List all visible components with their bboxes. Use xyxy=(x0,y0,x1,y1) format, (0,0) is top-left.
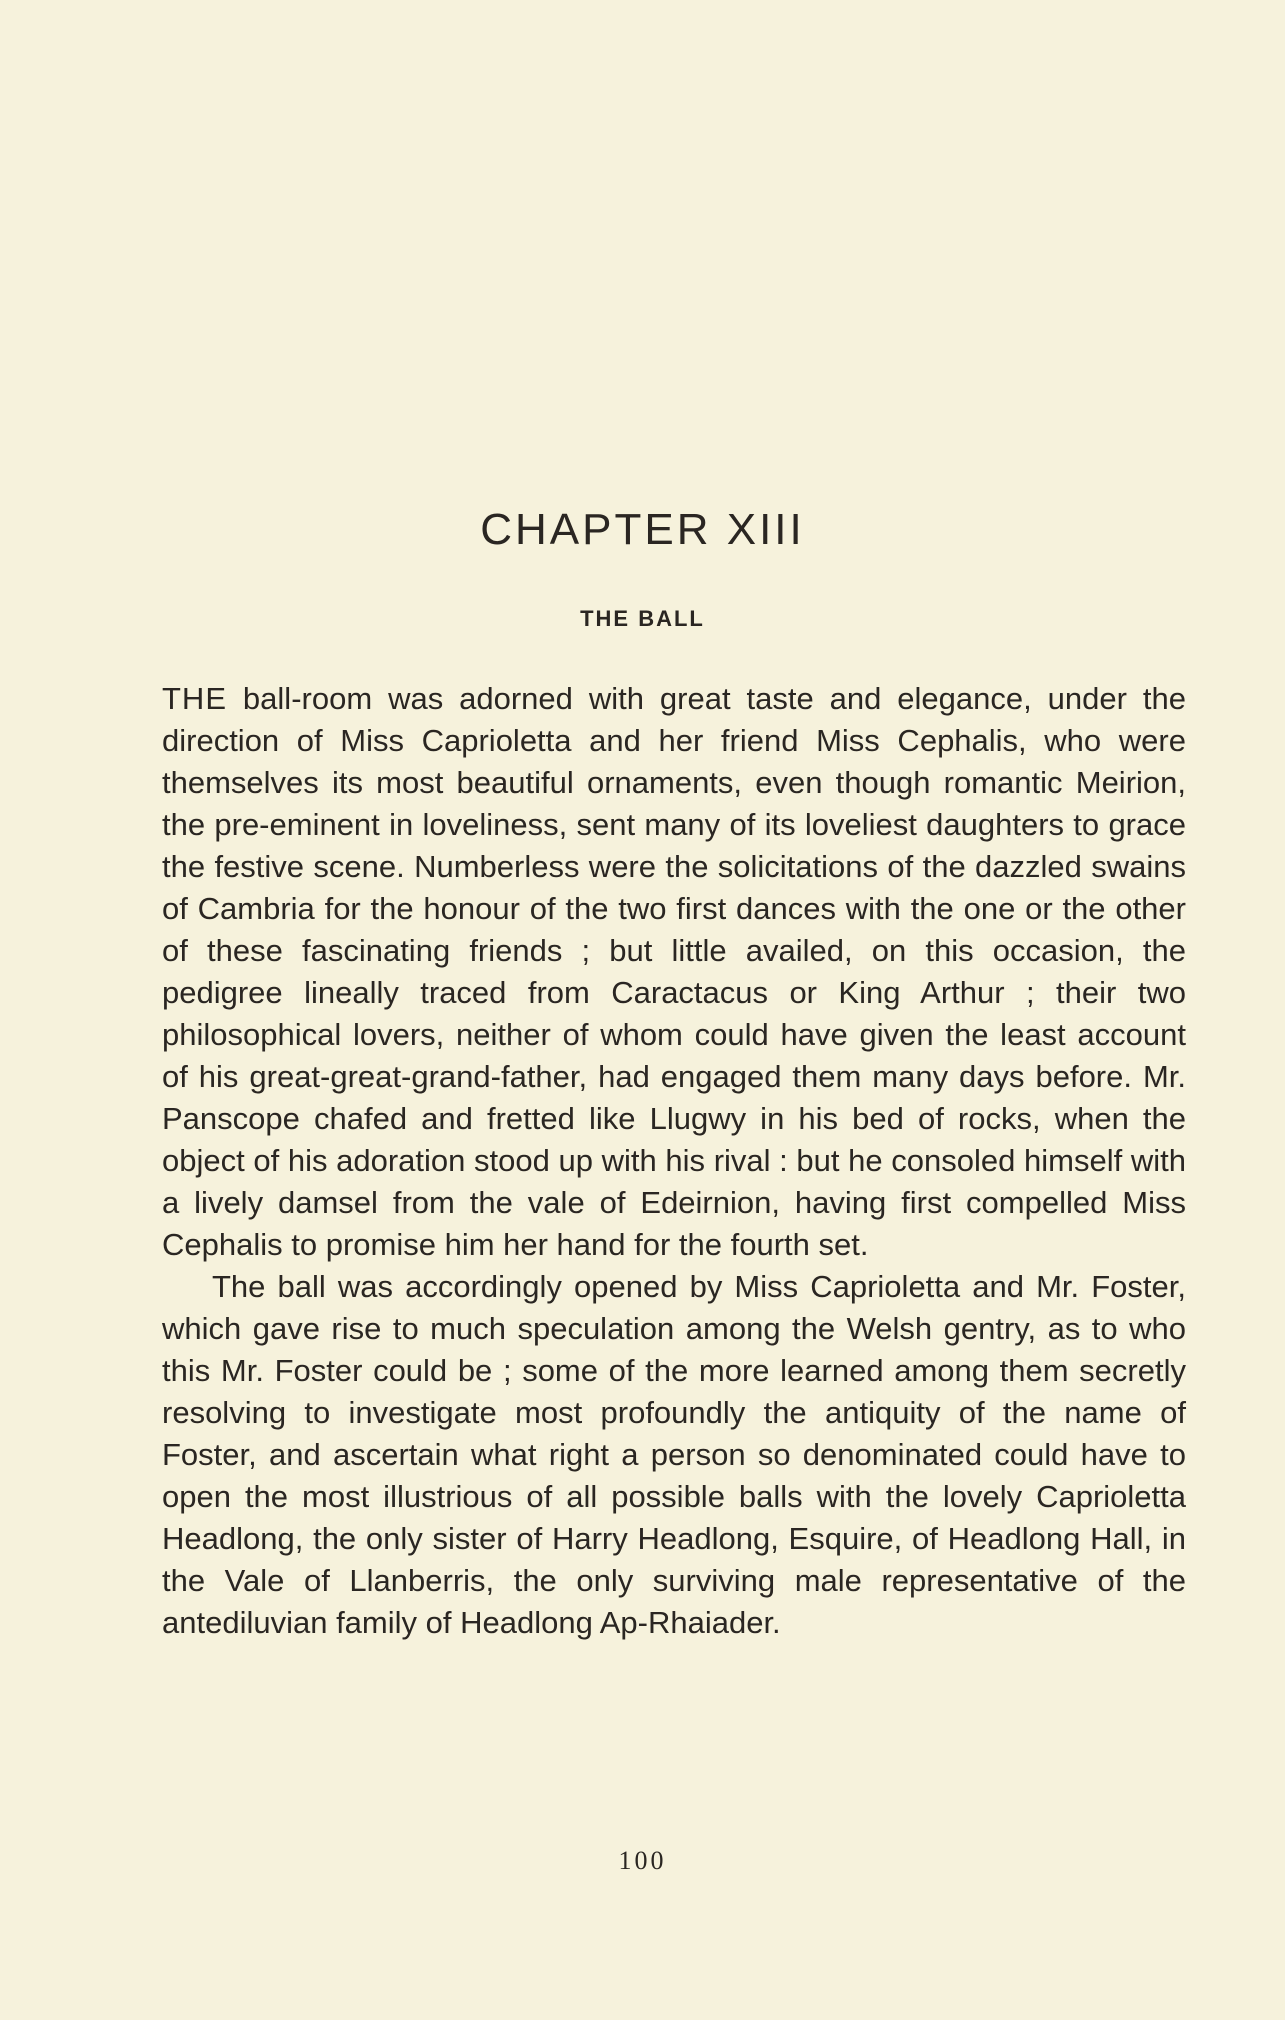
chapter-title: CHAPTER XIII xyxy=(480,505,805,554)
opening-word: THE xyxy=(162,681,227,716)
paragraph-2: The ball was accordingly opened by Miss Caprioletta and Mr. Foster, which gave rise to much speculation among the Welsh gentry, as to who this Mr. Foster could be ; some of the more learned among them secretly resolving to investigate most profoundly the antiquity of the name of Foster, and ascertain what right a person so denominated could have to open the most illustrious of all possible balls with the lovely Caprioletta Headlong, the only sister of Harry Headlong, Esquire, of Headlong Hall, in the Vale of Llanberris, the only surviving male representative of the antediluvian family of Headlong Ap-Rhaiader. xyxy=(162,1269,1186,1640)
paragraph-1-text: ball-room was adorned with great taste and elegance, under the direction of Miss Caprioletta and her friend Miss Cephalis, who were themselves its most beautiful ornaments, even though romantic Meirion, the pre-eminent in loveliness, sent many of its loveliest daughters to grace the festive scene. Numberless were the solicitations of the dazzled swains of Cambria for the honour of the two first dances with the one or the other of these fascinating friends ; but little availed, on this occasion, the pedigree lineally traced from Caractacus or King Arthur ; their two philosophical lovers, neither of whom could have given the least account of his great-great-grand-father, had engaged them many days before. Mr. Panscope chafed and fretted like Llugwy in his bed of rocks, when the object of his adoration stood up with his rival : but he consoled himself with a lively damsel from the vale of Edeirnion, having first compelled Miss Cephalis to promise him her hand for the fourth set. xyxy=(162,681,1186,1262)
paragraph-1 xyxy=(162,678,1186,1266)
chapter-subtitle: THE BALL xyxy=(580,606,705,631)
page-number: 100 xyxy=(618,1846,667,1875)
chapter-body xyxy=(162,678,1186,1644)
